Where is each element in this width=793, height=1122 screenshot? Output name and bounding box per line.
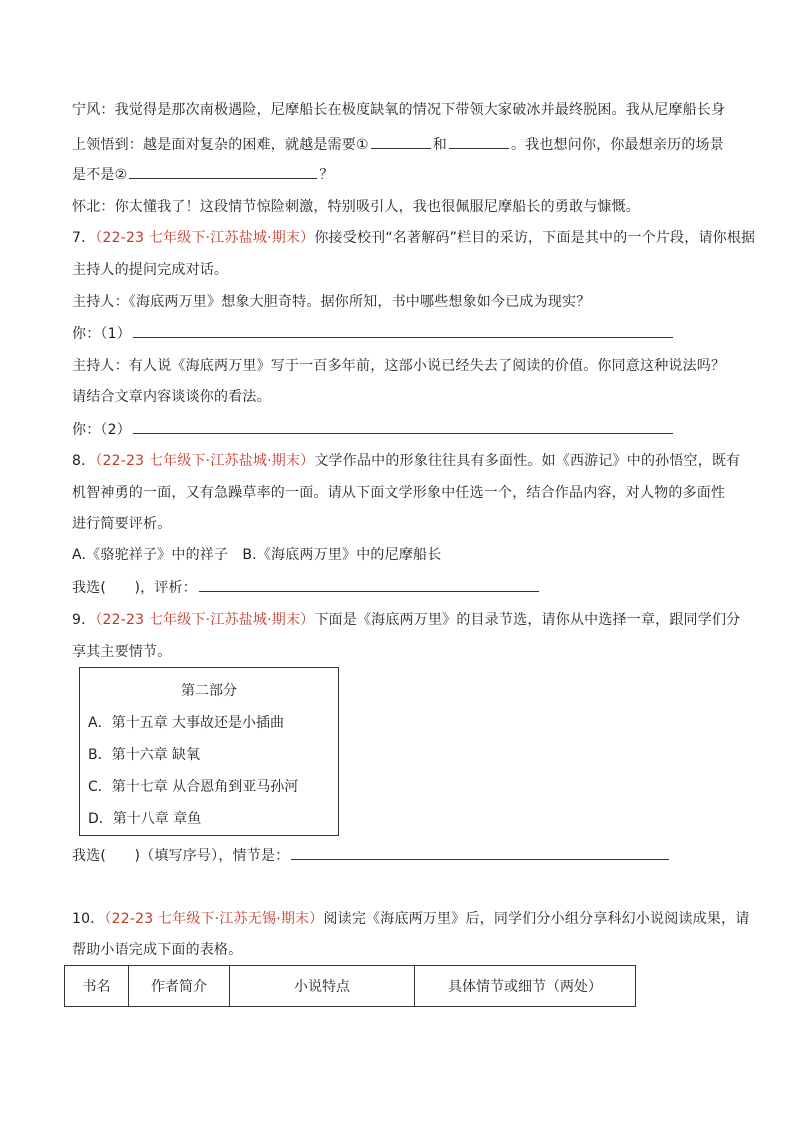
q8-number: 8． (72, 453, 96, 469)
q7-answer-label: 你：（2） (72, 422, 131, 438)
q7-answer-2 (72, 419, 675, 440)
q7-host-question-2b: 请结合文章内容谈谈你的看法。 (72, 389, 271, 405)
q7-answer-2-blank[interactable] (133, 419, 673, 434)
q9-line-1 (72, 610, 740, 630)
q7-answer-1-blank[interactable] (133, 323, 673, 338)
dialogue-text: 上领悟到：越是面对复杂的困难，就越是需要① (72, 137, 369, 153)
dialogue-text: 是不是② (72, 167, 128, 183)
q10-line-2: 帮助小语完成下面的表格。 (72, 942, 243, 958)
answer-blank-1b[interactable] (449, 134, 509, 149)
q9-text: 下面是《海底两万里》的目录节选，请你从中选择一章，跟同学们分 (314, 612, 741, 628)
q9-answer-label: 我选( )（填写序号），情节是： (72, 848, 290, 864)
q10-number: 10． (72, 911, 105, 927)
q9-answer-blank[interactable] (291, 845, 669, 860)
q9-number: 9． (72, 612, 96, 628)
q7-source: （22-23 七年级下·江苏盐城·期末） (95, 230, 315, 246)
dialogue-text: 。我也想问你，你最想亲历的场景 (510, 137, 724, 153)
q8-options: A.《骆驼祥子》中的祥子 B.《海底两万里》中的尼摩船长 (72, 547, 442, 563)
q7-answer-label: 你：（1） (72, 326, 131, 342)
table-header-cell: 具体情节或细节（两处） (415, 966, 636, 1007)
q10-table (64, 965, 636, 1007)
q7-line-1 (72, 228, 755, 248)
toc-title: 第二部分 (181, 683, 237, 699)
q7-host-question-2: 主持人：有人说《海底两万里》写于一百多年前，这部小说已经失去了阅读的价值。你同意这种说法吗？ (72, 358, 726, 374)
q8-answer-blank[interactable] (199, 577, 539, 592)
q8-line-2: 机智神勇的一面，又有急躁草率的一面。请从下面文学形象中任选一个，结合作品内容，对人物的多面性 (72, 485, 726, 501)
q10-text: 阅读完《海底两万里》后，同学们分小组分享科幻小说阅读成果，请 (323, 911, 750, 927)
toc-item: D．第十八章 章鱼 (88, 811, 202, 827)
q7-host-question-1: 主持人：《海底两万里》想象大胆奇特。据你所知，书中哪些想象如今已成为现实？ (72, 294, 591, 310)
q7-answer-1 (72, 323, 675, 344)
q7-line-2: 主持人的提问完成对话。 (72, 262, 229, 278)
toc-item: A．第十五章 大事故还是小插曲 (88, 715, 285, 731)
dialogue-ningfeng-line-3 (72, 164, 334, 185)
dialogue-ningfeng-line-2 (72, 134, 724, 155)
q7-number: 7． (72, 230, 96, 246)
toc-item: C．第十七章 从合恩角到亚马孙河 (88, 779, 299, 795)
table-header-cell: 小说特点 (230, 966, 415, 1007)
answer-blank-1a[interactable] (371, 134, 431, 149)
q9-source: （22-23 七年级下·江苏盐城·期末） (95, 612, 315, 628)
q8-answer (72, 577, 541, 598)
toc-item: B．第十六章 缺氧 (88, 747, 201, 763)
q9-answer (72, 845, 671, 866)
dialogue-text: 和 (432, 137, 447, 153)
q10-line-1 (72, 909, 749, 929)
q10-source: （22-23 七年级下·江苏无锡·期末） (104, 911, 324, 927)
q8-text: 文学作品中的形象往往具有多面性。如《西游记》中的孙悟空，既有 (314, 453, 741, 469)
q7-text: 你接受校刊“名著解码”栏目的采访，下面是其中的一个片段，请你根据 (314, 230, 756, 246)
q8-line-3: 进行简要评析。 (72, 516, 172, 532)
answer-blank-2[interactable] (129, 164, 317, 179)
q8-line-1 (72, 451, 740, 471)
q8-source: （22-23 七年级下·江苏盐城·期末） (95, 453, 315, 469)
dialogue-ningfeng-line-1: 宁风：我觉得是那次南极遇险，尼摩船长在极度缺氧的情况下带领大家破冰并最终脱困。我从尼摩船长身 (72, 102, 726, 118)
table-header-cell: 书名 (65, 966, 129, 1007)
q9-table-of-contents (79, 667, 339, 836)
table-header-row (65, 966, 636, 1007)
q9-line-2: 享其主要情节。 (72, 644, 172, 660)
dialogue-huaibei: 怀北：你太懂我了！这段情节惊险刺激，特别吸引人，我也很佩服尼摩船长的勇敢与慷慨。 (72, 199, 640, 215)
q8-answer-label: 我选( )，评析： (72, 580, 197, 596)
dialogue-text: ？ (319, 167, 334, 183)
table-header-cell: 作者简介 (129, 966, 230, 1007)
